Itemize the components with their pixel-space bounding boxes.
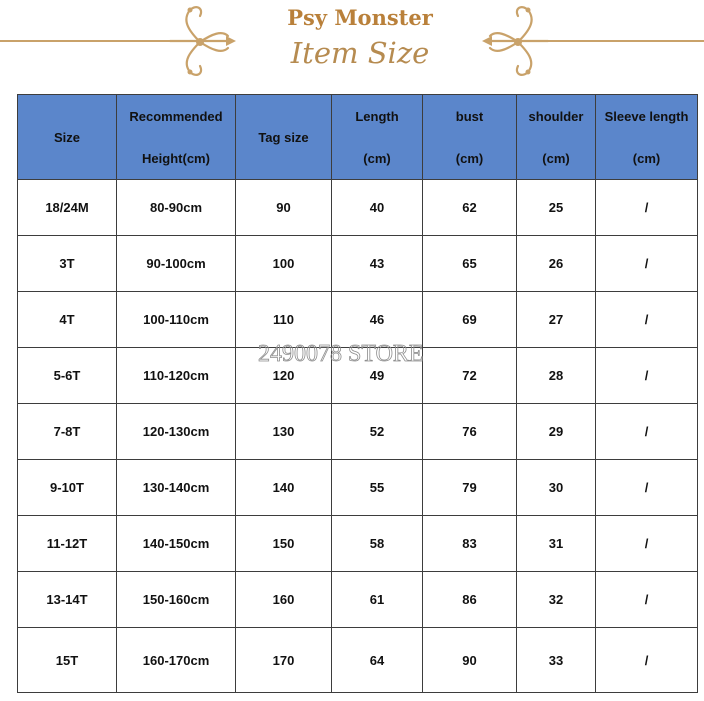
column-header-height: Recommended Height(cm) (117, 95, 236, 180)
table-cell: / (596, 180, 698, 236)
table-cell: 160 (236, 572, 332, 628)
table-cell: 150 (236, 516, 332, 572)
right-ornament-icon (478, 0, 558, 84)
column-header-shoulder: shoulder (cm) (517, 95, 596, 180)
table-cell: 130 (236, 404, 332, 460)
table-cell: 83 (423, 516, 517, 572)
table-cell: 79 (423, 460, 517, 516)
size-chart-table (17, 94, 698, 693)
table-cell: 62 (423, 180, 517, 236)
table-cell: 3T (18, 236, 117, 292)
table-cell: / (596, 348, 698, 404)
item-size-subtitle: Item Size (290, 36, 430, 70)
column-header-bust: bust (cm) (423, 95, 517, 180)
table-row (18, 180, 698, 236)
table-cell: 30 (517, 460, 596, 516)
table-row (18, 292, 698, 348)
table-cell: 76 (423, 404, 517, 460)
table-cell: 29 (517, 404, 596, 460)
table-cell: 43 (332, 236, 423, 292)
table-cell: 40 (332, 180, 423, 236)
table-cell: 170 (236, 628, 332, 693)
table-row (18, 628, 698, 693)
table-cell: 130-140cm (117, 460, 236, 516)
right-divider (534, 40, 704, 42)
table-cell: / (596, 572, 698, 628)
table-cell: 61 (332, 572, 423, 628)
table-cell: 72 (423, 348, 517, 404)
table-cell: 28 (517, 348, 596, 404)
table-cell: / (596, 236, 698, 292)
table-row (18, 404, 698, 460)
table-cell: 150-160cm (117, 572, 236, 628)
left-divider (0, 40, 170, 42)
table-cell: 18/24M (18, 180, 117, 236)
table-cell: / (596, 516, 698, 572)
table-cell: 140-150cm (117, 516, 236, 572)
column-header-sleeve-length: Sleeve length (cm) (596, 95, 698, 180)
table-header-row (18, 95, 698, 180)
table-cell: 90-100cm (117, 236, 236, 292)
table-row (18, 236, 698, 292)
table-cell: 100 (236, 236, 332, 292)
table-cell: 80-90cm (117, 180, 236, 236)
table-cell: 160-170cm (117, 628, 236, 693)
table-cell: 86 (423, 572, 517, 628)
table-cell: / (596, 292, 698, 348)
table-cell: 100-110cm (117, 292, 236, 348)
page-header (0, 0, 704, 90)
column-header-size: Size (18, 95, 117, 180)
table-cell: 110 (236, 292, 332, 348)
table-cell: 140 (236, 460, 332, 516)
table-row (18, 460, 698, 516)
table-cell: / (596, 628, 698, 693)
table-cell: 33 (517, 628, 596, 693)
table-cell: 27 (517, 292, 596, 348)
table-cell: 13-14T (18, 572, 117, 628)
table-cell: / (596, 460, 698, 516)
table-cell: 31 (517, 516, 596, 572)
table-cell: 65 (423, 236, 517, 292)
table-cell: 7-8T (18, 404, 117, 460)
table-row (18, 348, 698, 404)
table-cell: 120 (236, 348, 332, 404)
table-cell: 69 (423, 292, 517, 348)
table-cell: 15T (18, 628, 117, 693)
column-header-tag-size: Tag size (236, 95, 332, 180)
table-cell: 110-120cm (117, 348, 236, 404)
table-cell: 55 (332, 460, 423, 516)
table-cell: 49 (332, 348, 423, 404)
table-cell: 32 (517, 572, 596, 628)
table-row (18, 516, 698, 572)
table-cell: / (596, 404, 698, 460)
table-cell: 5-6T (18, 348, 117, 404)
table-cell: 120-130cm (117, 404, 236, 460)
table-cell: 52 (332, 404, 423, 460)
column-header-length: Length (cm) (332, 95, 423, 180)
table-cell: 25 (517, 180, 596, 236)
table-cell: 11-12T (18, 516, 117, 572)
table-cell: 64 (332, 628, 423, 693)
table-cell: 90 (236, 180, 332, 236)
left-ornament-icon (160, 0, 240, 84)
table-cell: 4T (18, 292, 117, 348)
table-cell: 9-10T (18, 460, 117, 516)
table-cell: 46 (332, 292, 423, 348)
table-row (18, 572, 698, 628)
table-cell: 90 (423, 628, 517, 693)
brand-title: Psy Monster (287, 5, 433, 30)
table-cell: 26 (517, 236, 596, 292)
store-watermark: 2490078 STORE (258, 341, 424, 367)
table-cell: 58 (332, 516, 423, 572)
